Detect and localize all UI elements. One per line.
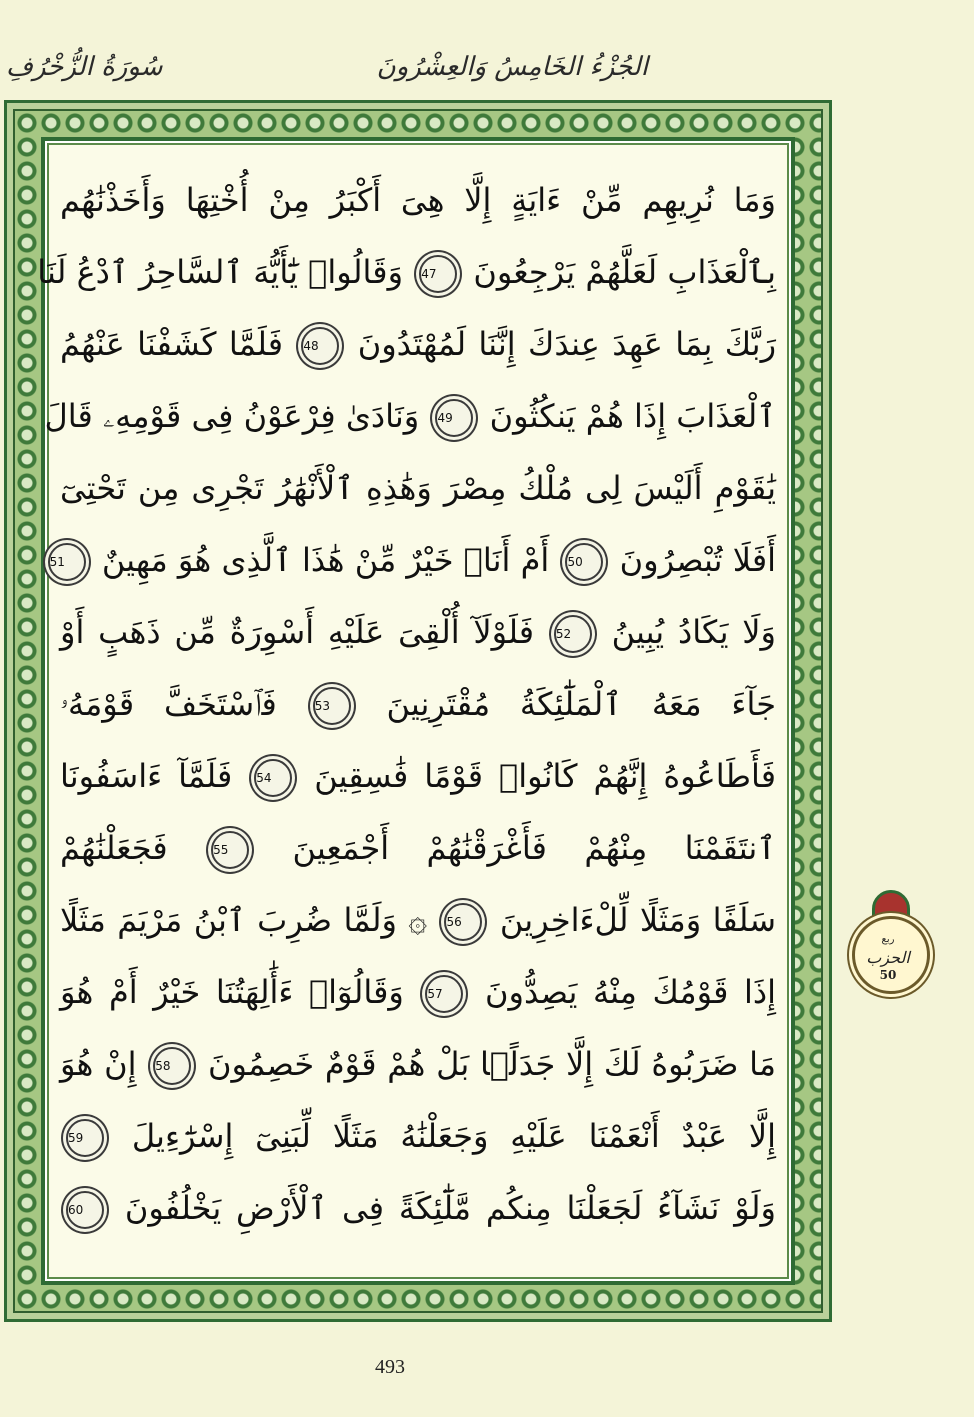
text-line: إِذَا قَوْمُكَ مِنْهُ يَصِدُّونَ 57 وَقَالُوٓا۟ ءَأَٰلِهَتُنَا خَيْرٌ أَمْ هُوَ bbox=[60, 973, 777, 1011]
ayah-number-marker: 56 bbox=[444, 903, 482, 941]
ayah-number-marker: 58 bbox=[153, 1047, 191, 1085]
text-line: جَآءَ مَعَهُ ٱلْمَلَٰٓئِكَةُ مُقْتَرِنِينَ 53 فَٱسْتَخَفَّ قَوْمَهُۥ bbox=[60, 685, 777, 723]
hizb-marker bbox=[846, 890, 930, 1000]
surah-name: سُورَةُ الزُّخْرُفِ bbox=[6, 52, 163, 82]
text-line: مَا ضَرَبُوهُ لَكَ إِلَّا جَدَلًۢا بَلْ هُمْ قَوْمٌ خَصِمُونَ 58 إِنْ هُوَ bbox=[60, 1045, 777, 1083]
text-line: وَمَا نُرِيهِم مِّنْ ءَايَةٍ إِلَّا هِىَ أَكْبَرُ مِنْ أُخْتِهَا وَأَخَذْنَٰهُم bbox=[60, 181, 776, 219]
text-line: رَبَّكَ بِمَا عَهِدَ عِندَكَ إِنَّنَا لَمُهْتَدُونَ 48 فَلَمَّا كَشَفْنَا عَنْهُمُ bbox=[60, 325, 777, 363]
ayah-number-marker: 51 bbox=[48, 543, 86, 581]
hizb-quarter-label: ربع bbox=[881, 934, 895, 945]
text-line: وَلَوْ نَشَآءُ لَجَعَلْنَا مِنكُم مَّلَٰٓئِكَةً فِى ٱلْأَرْضِ يَخْلُفُونَ 60 bbox=[68, 1189, 777, 1227]
ayah-number-marker: 53 bbox=[313, 687, 351, 725]
text-line: أَفَلَا تُبْصِرُونَ 50 أَمْ أَنَا۠ خَيْرٌ مِّنْ هَٰذَا ٱلَّذِى هُوَ مَهِينٌ 51 bbox=[49, 541, 776, 579]
quran-text bbox=[37, 170, 777, 1270]
page-header bbox=[0, 52, 974, 98]
ayah-number-marker: 57 bbox=[425, 975, 463, 1013]
text-line: يَٰقَوْمِ أَلَيْسَ لِى مُلْكُ مِصْرَ وَهَٰذِهِ ٱلْأَنْهَٰرُ تَجْرِى مِن تَحْتِىٓ bbox=[60, 469, 776, 507]
ayah-number-marker: 60 bbox=[66, 1191, 104, 1229]
ayah-number-marker: 48 bbox=[301, 327, 339, 365]
text-line: فَأَطَاعُوهُ إِنَّهُمْ كَانُوا۟ قَوْمًا فَٰسِقِينَ 54 فَلَمَّآ ءَاسَفُونَا bbox=[60, 757, 777, 795]
ayah-number-marker: 54 bbox=[254, 759, 292, 797]
hizb-number: 50 bbox=[879, 968, 897, 982]
ayah-number-marker: 47 bbox=[419, 255, 457, 293]
hizb-label: الحزب bbox=[866, 948, 910, 967]
page-number: 493 bbox=[375, 1356, 405, 1378]
text-line: وَلَا يَكَادُ يُبِينُ 52 فَلَوْلَآ أُلْقِىَ عَلَيْهِ أَسْوِرَةٌ مِّن ذَهَبٍ أَوْ bbox=[60, 613, 777, 651]
ayah-number-marker: 52 bbox=[554, 615, 592, 653]
text-line: ٱنتَقَمْنَا مِنْهُمْ فَأَغْرَقْنَٰهُمْ أَجْمَعِينَ 55 فَجَعَلْنَٰهُمْ bbox=[60, 829, 777, 867]
juz-name: الجُزْءُ الخَامِسُ وَالعِشْرُونَ bbox=[376, 52, 648, 82]
ayah-number-marker: 49 bbox=[435, 399, 473, 437]
text-line: إِلَّا عَبْدٌ أَنْعَمْنَا عَلَيْهِ وَجَعَلْنَٰهُ مَثَلًا لِّبَنِىٓ إِسْرَٰٓءِيلَ 59 bbox=[68, 1117, 777, 1155]
ayah-number-marker: 50 bbox=[565, 543, 603, 581]
ayah-number-marker: 59 bbox=[66, 1119, 104, 1157]
text-line: سَلَفًا وَمَثَلًا لِّلْءَاخِرِينَ 56 ۞ وَلَمَّا ضُرِبَ ٱبْنُ مَرْيَمَ مَثَلًا bbox=[60, 901, 777, 939]
text-line: بِٱلْعَذَابِ لَعَلَّهُمْ يَرْجِعُونَ 47 وَقَالُوا۟ يَٰٓأَيُّهَ ٱلسَّاحِرُ ٱدْعُ لَنَا bbox=[37, 253, 776, 291]
text-line: ٱلْعَذَابَ إِذَا هُمْ يَنكُثُونَ 49 وَنَادَىٰ فِرْعَوْنُ فِى قَوْمِهِۦ قَالَ bbox=[44, 397, 776, 435]
ayah-number-marker: 55 bbox=[211, 831, 249, 869]
